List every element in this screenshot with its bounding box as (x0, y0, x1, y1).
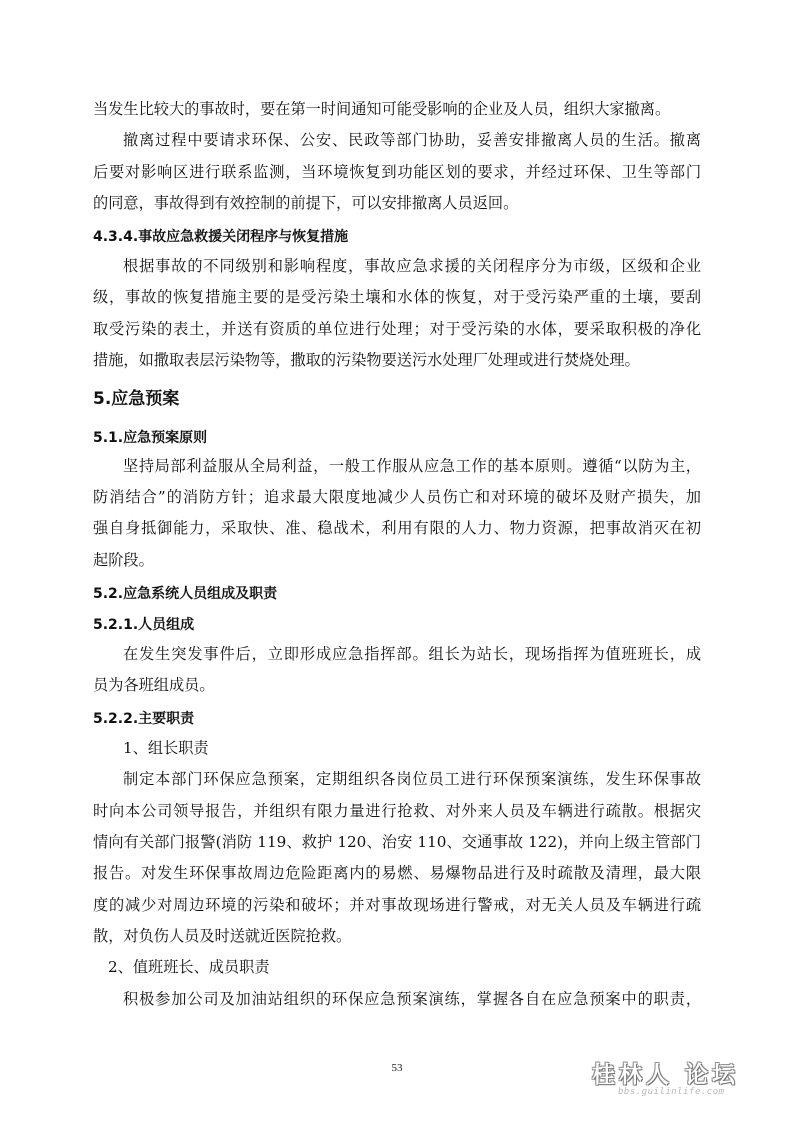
paragraph-leader-duties-line5: 度的减少对周边环境的污染和破坏；并对事故现场进行警戒，对无关人员及车辆进行疏 (93, 896, 701, 914)
paragraph-principles-line2: 防消结合”的消防方针；追求最大限度地减少人员伤亡和对环境的破坏及财产损失，加 (93, 488, 701, 506)
paragraph-leader-duties-line3: 情向有关部门报警(消防 119、救护 120、治安 110、交通事故 122)，并向上级主管部门 (93, 833, 701, 851)
heading-5-2-2: 5.2.2.主要职责 (93, 711, 195, 727)
heading-5: 5.应急预案 (93, 389, 180, 409)
paragraph-evacuation-process-line3: 的同意，事故得到有效控制的前提下，可以安排撤离人员返回。 (93, 194, 519, 212)
paragraph-principles: 坚持局部利益服从全局利益，一般工作服从应急工作的基本原则。遵循“以防为主， (123, 457, 701, 475)
paragraph-leader-duties-line2: 时向本公司领导报告，并组织有限力量进行抢救、对外来人员及车辆进行疏散。根据灾 (93, 802, 701, 820)
page-number: 53 (391, 1062, 403, 1074)
paragraph-leader-duties-line6: 散，对负伤人员及时送就近医院抢救。 (93, 927, 352, 945)
watermark-url: bbs.guilinlife.com (618, 1087, 725, 1097)
paragraph-closure-procedure: 根据事故的不同级别和影响程度，事故应急求援的关闭程序分为市级，区级和企业 (123, 257, 701, 275)
heading-5-2-1: 5.2.1.人员组成 (93, 617, 195, 633)
paragraph-principles-line3: 强自身抵御能力，采取快、准、稳战术，利用有限的人力、物力资源，把事故消灭在初 (93, 519, 701, 537)
heading-4-3-4: 4.3.4.事故应急救援关闭程序与恢复措施 (93, 229, 349, 245)
paragraph-evacuation-process-line2: 后要对影响区进行联系监测，当环境恢复到功能区划的要求，并经过环保、卫生等部门 (93, 163, 701, 181)
paragraph-leader-duties-line4: 报告。对发生环保事故周边危险距离内的易燃、易爆物品进行及时疏散及清理，最大限 (93, 864, 701, 882)
paragraph-shift-duties: 积极参加公司及加油站组织的环保应急预案演练，掌握各自在应急预案中的职责， (123, 990, 701, 1008)
watermark-logo: 桂林人 论坛 (592, 1062, 740, 1088)
heading-5-2: 5.2.应急系统人员组成及职责 (93, 586, 278, 602)
paragraph-personnel: 在发生突发事件后，立即形成应急指挥部。组长为站长，现场指挥为值班班长，成 (123, 645, 701, 663)
heading-5-1: 5.1.应急预案原则 (93, 430, 208, 446)
paragraph-closure-procedure-line3: 取受污染的表土，并送有资质的单位进行处理；对于受污染的水体，要采取积极的净化 (93, 320, 701, 338)
list-item-leader-duties: 1、组长职责 (123, 739, 209, 757)
list-item-shift-leader-duties: 2、值班班长、成员职责 (108, 958, 270, 976)
paragraph-personnel-line2: 员为各班组成员。 (93, 676, 215, 694)
paragraph-principles-line4: 起阶段。 (93, 551, 154, 569)
paragraph-leader-duties: 制定本部门环保应急预案，定期组织各岗位员工进行环保预案演练，发生环保事故 (123, 770, 701, 788)
paragraph-evacuation-notice: 当发生比较大的事故时，要在第一时间通知可能受影响的企业及人员，组织大家撤离。 (93, 100, 671, 118)
paragraph-evacuation-process: 撤离过程中要请求环保、公安、民政等部门协助，妥善安排撤离人员的生活。撤离 (123, 131, 701, 149)
paragraph-closure-procedure-line4: 措施，如撒取表层污染物等，撒取的污染物要送污水处理厂处理或进行焚烧处理。 (93, 351, 640, 369)
paragraph-closure-procedure-line2: 级，事故的恢复措施主要的是受污染土壤和水体的恢复，对于受污染严重的土壤，要刮 (93, 288, 701, 306)
